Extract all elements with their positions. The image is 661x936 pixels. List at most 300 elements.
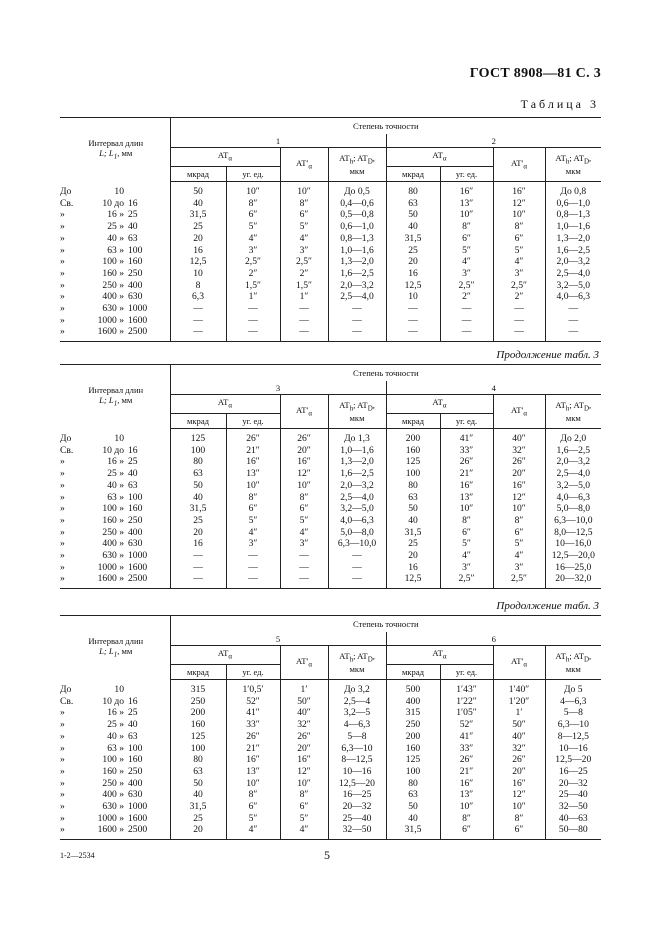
- degree-number-right: 4: [386, 381, 601, 395]
- angle-units-header: уг. ед.: [226, 665, 280, 680]
- table-cell: 500: [386, 680, 440, 696]
- table-cell: 10″: [440, 209, 493, 221]
- table-cell: —: [440, 303, 493, 315]
- table-cell: 4″: [493, 550, 545, 562]
- interval-to: 160: [128, 754, 143, 766]
- continuation-label-2: Продолжение табл. 3: [496, 600, 599, 612]
- table-cell: 16″: [280, 754, 328, 766]
- table-row: [60, 696, 601, 708]
- table-cell: 21″: [226, 445, 280, 457]
- table-cell: 3″: [280, 538, 328, 550]
- interval-cell: [60, 445, 170, 457]
- table-cell: 6″: [440, 527, 493, 539]
- at-alpha-header: $AT_\alpha$: [386, 148, 493, 167]
- mkrad-header: мкрад: [386, 665, 440, 680]
- table-cell: 2″: [280, 268, 328, 280]
- table-cell: 8″: [226, 492, 280, 504]
- at-prime-header: $AT'_\alpha$: [493, 148, 545, 182]
- table-row: [60, 515, 601, 527]
- interval-prefix: »: [60, 491, 65, 503]
- table-cell: —: [226, 315, 280, 327]
- table-cell: 5″: [226, 221, 280, 233]
- table-cell: 16″: [440, 182, 493, 198]
- table-cell: 1″: [226, 291, 280, 303]
- interval-to: 630: [128, 538, 143, 550]
- interval-prefix: »: [60, 314, 65, 326]
- table-cell: 20″: [493, 766, 545, 778]
- table-cell: 25: [386, 538, 440, 550]
- table-cell: 33″: [440, 743, 493, 755]
- table-cell: 8—12,5: [545, 731, 601, 743]
- interval-to: 1000: [128, 303, 148, 315]
- table-cell: —: [440, 326, 493, 341]
- interval-prefix: »: [60, 754, 65, 766]
- interval-cell: [60, 813, 170, 825]
- table-cell: 16″: [493, 480, 545, 492]
- table-row: [60, 429, 601, 445]
- table-cell: —: [328, 315, 386, 327]
- interval-cell: [60, 233, 170, 245]
- table-cell: 13″: [226, 468, 280, 480]
- table-cell: 100: [170, 743, 226, 755]
- table-row: [60, 268, 601, 280]
- table-block-2: [60, 364, 601, 589]
- table-cell: 21″: [226, 743, 280, 755]
- table-cell: 12,5—20: [328, 778, 386, 790]
- table-cell: 4,0—6,3: [545, 492, 601, 504]
- table-cell: 40″: [493, 731, 545, 743]
- table-cell: 4—6,3: [328, 719, 386, 731]
- interval-cell: [60, 480, 170, 492]
- interval-to: 100: [128, 742, 143, 754]
- interval-from: 160 »: [102, 514, 124, 526]
- interval-from: 1600 »: [97, 824, 124, 836]
- interval-prefix: »: [60, 456, 65, 468]
- table-cell: 32″: [493, 445, 545, 457]
- table-cell: 4,0—6,3: [328, 515, 386, 527]
- table-cell: 4″: [440, 256, 493, 268]
- table-cell: 31,5: [170, 801, 226, 813]
- interval-cell: [60, 550, 170, 562]
- table-cell: 12,5: [170, 256, 226, 268]
- table-cell: 2,5—4,0: [545, 468, 601, 480]
- table-row: [60, 468, 601, 480]
- table-title: Таблица 3: [520, 97, 599, 111]
- interval-from: 1600 »: [97, 326, 124, 338]
- table-cell: 80: [170, 754, 226, 766]
- interval-from: 250 »: [102, 777, 124, 789]
- table-cell: До 5: [545, 680, 601, 696]
- interval-prefix: »: [60, 801, 65, 813]
- table-cell: 1,0—1,6: [328, 245, 386, 257]
- table-cell: 26″: [493, 754, 545, 766]
- table-cell: 250: [386, 719, 440, 731]
- table-cell: —: [226, 573, 280, 588]
- interval-prefix: »: [60, 719, 65, 731]
- interval-to: 63: [128, 232, 138, 244]
- precision-degree-header: Степень точности: [170, 118, 601, 135]
- at-hd-header: $AT_h$; $AT_D$, мкм: [328, 646, 386, 680]
- table-cell: 5—8: [545, 707, 601, 719]
- mkrad-header: мкрад: [170, 665, 226, 680]
- interval-prefix: »: [60, 765, 65, 777]
- page-number: 5: [324, 848, 330, 862]
- table-cell: 0,6—1,0: [328, 221, 386, 233]
- table-cell: 2,0—3,2: [328, 280, 386, 292]
- table-cell: 1′: [493, 707, 545, 719]
- table-row: [60, 315, 601, 327]
- table-cell: 1,5″: [226, 280, 280, 292]
- footer-print-code: 1-2—2534: [60, 851, 95, 860]
- table-row: [60, 754, 601, 766]
- table-cell: 10—16: [545, 743, 601, 755]
- interval-cell: [60, 245, 170, 257]
- table-cell: 16″: [493, 778, 545, 790]
- table-cell: 32—50: [545, 801, 601, 813]
- table-cell: 20″: [493, 468, 545, 480]
- interval-header: Интервал длин L; $L_1$, мм: [60, 616, 170, 680]
- table-cell: 1,6—2,5: [545, 445, 601, 457]
- table-cell: 10: [386, 291, 440, 303]
- table-cell: До 1,3: [328, 429, 386, 445]
- table-cell: 2,5″: [440, 280, 493, 292]
- table-cell: 6″: [440, 233, 493, 245]
- table-cell: 20: [386, 256, 440, 268]
- table-cell: 80: [170, 456, 226, 468]
- table-cell: 16″: [226, 456, 280, 468]
- table-cell: 1,3—2,0: [328, 456, 386, 468]
- table-cell: 1′43″: [440, 680, 493, 696]
- angle-units-header: уг. ед.: [440, 167, 493, 182]
- table-cell: 2,0—3,2: [545, 256, 601, 268]
- at-prime-header: $AT'_\alpha$: [280, 395, 328, 429]
- table-cell: 1′20″: [493, 696, 545, 708]
- table-cell: До 3,2: [328, 680, 386, 696]
- table-cell: 20: [170, 233, 226, 245]
- interval-cell: [60, 256, 170, 268]
- table-cell: 6″: [440, 824, 493, 839]
- table-cell: 8″: [493, 813, 545, 825]
- interval-cell: [60, 492, 170, 504]
- table-cell: 5—8: [328, 731, 386, 743]
- interval-cell: [60, 696, 170, 708]
- interval-to: 400: [128, 777, 143, 789]
- table-cell: 20—32,0: [545, 573, 601, 588]
- interval-prefix: »: [60, 777, 65, 789]
- interval-from: 25 »: [107, 468, 124, 480]
- interval-to: 250: [128, 765, 143, 777]
- interval-to: 16: [128, 197, 138, 209]
- table-cell: —: [170, 326, 226, 341]
- table-row: [60, 221, 601, 233]
- interval-cell: [60, 303, 170, 315]
- table-cell: 3″: [226, 245, 280, 257]
- table-row: [60, 573, 601, 588]
- table-cell: 32—50: [328, 824, 386, 839]
- table-row: [60, 731, 601, 743]
- table-cell: 10″: [226, 778, 280, 790]
- interval-from: 16 »: [107, 209, 124, 221]
- table-cell: 12″: [280, 468, 328, 480]
- interval-from: 400 »: [102, 291, 124, 303]
- interval-prefix: Св.: [60, 197, 74, 209]
- interval-from: 630 »: [102, 303, 124, 315]
- table-cell: 0,6—1,0: [545, 198, 601, 210]
- interval-to: 100: [128, 491, 143, 503]
- table-cell: 13″: [440, 198, 493, 210]
- interval-from: 40 »: [107, 232, 124, 244]
- interval-from: 400 »: [102, 538, 124, 550]
- table-row: [60, 280, 601, 292]
- table-cell: —: [493, 315, 545, 327]
- table-cell: 12″: [493, 789, 545, 801]
- table-cell: 8″: [226, 789, 280, 801]
- at-prime-header: $AT'_\alpha$: [493, 395, 545, 429]
- table-cell: 5″: [440, 245, 493, 257]
- interval-from: 250 »: [102, 279, 124, 291]
- table-cell: 0,8—1,3: [545, 209, 601, 221]
- interval-cell: [60, 198, 170, 210]
- table-cell: 25: [170, 515, 226, 527]
- table-cell: 13″: [226, 766, 280, 778]
- table-cell: 40″: [280, 707, 328, 719]
- interval-prefix: »: [60, 279, 65, 291]
- interval-prefix: »: [60, 303, 65, 315]
- interval-from: 250 »: [102, 526, 124, 538]
- table-cell: 160: [170, 719, 226, 731]
- interval-prefix: »: [60, 267, 65, 279]
- interval-prefix: »: [60, 561, 65, 573]
- table-cell: 8″: [440, 515, 493, 527]
- interval-header: Интервал длин L; $L_1$, мм: [60, 118, 170, 182]
- interval-cell: [60, 315, 170, 327]
- table-row: [60, 182, 601, 198]
- interval-cell: [60, 468, 170, 480]
- table-cell: —: [170, 562, 226, 574]
- table-cell: 4—6,3: [545, 696, 601, 708]
- table-cell: 4,0—6,3: [545, 291, 601, 303]
- table-cell: 8″: [280, 492, 328, 504]
- table-cell: 26″: [440, 456, 493, 468]
- table-cell: 21″: [440, 766, 493, 778]
- angle-units-header: уг. ед.: [226, 167, 280, 182]
- interval-prefix: »: [60, 824, 65, 836]
- interval-cell: [60, 182, 170, 198]
- tolerance-table: [60, 615, 601, 840]
- table-cell: 50: [386, 209, 440, 221]
- interval-to: 63: [128, 730, 138, 742]
- table-cell: —: [226, 326, 280, 341]
- interval-from: 100 »: [102, 503, 124, 515]
- table-row: [60, 326, 601, 341]
- table-row: [60, 291, 601, 303]
- table-cell: 50″: [493, 719, 545, 731]
- table-block-3: [60, 615, 601, 840]
- table-cell: 200: [386, 731, 440, 743]
- table-cell: 26″: [280, 429, 328, 445]
- tolerance-table: [60, 117, 601, 342]
- table-cell: 1′22″: [440, 696, 493, 708]
- interval-from: 25 »: [107, 719, 124, 731]
- table-cell: 16: [170, 538, 226, 550]
- table-cell: 31,5: [386, 233, 440, 245]
- table-row: [60, 245, 601, 257]
- table-cell: 80: [386, 182, 440, 198]
- interval-prefix: »: [60, 573, 65, 585]
- table-cell: 160: [386, 445, 440, 457]
- table-cell: —: [328, 562, 386, 574]
- interval-prefix: »: [60, 244, 65, 256]
- interval-cell: [60, 680, 170, 696]
- table-cell: 2″: [493, 291, 545, 303]
- table-cell: 26″: [440, 754, 493, 766]
- interval-cell: [60, 221, 170, 233]
- table-cell: 5″: [226, 813, 280, 825]
- interval-cell: [60, 789, 170, 801]
- interval-prefix: »: [60, 538, 65, 550]
- table-cell: 3″: [226, 538, 280, 550]
- table-cell: —: [280, 303, 328, 315]
- table-cell: 26″: [226, 731, 280, 743]
- table-cell: 10″: [493, 209, 545, 221]
- table-cell: 50—80: [545, 824, 601, 839]
- interval-to: 2500: [128, 573, 148, 585]
- table-cell: 20: [170, 527, 226, 539]
- interval-cell: [60, 503, 170, 515]
- table-cell: До 2,0: [545, 429, 601, 445]
- table-cell: 2,5—4: [328, 696, 386, 708]
- table-cell: 6,3—10,0: [328, 538, 386, 550]
- table-cell: 12,5: [386, 280, 440, 292]
- table-cell: 26″: [493, 456, 545, 468]
- table-row: [60, 456, 601, 468]
- interval-prefix: »: [60, 503, 65, 515]
- tolerance-table: [60, 364, 601, 589]
- interval-prefix: »: [60, 812, 65, 824]
- interval-to: 40: [128, 719, 138, 731]
- table-cell: 4″: [280, 527, 328, 539]
- table-cell: 100: [386, 766, 440, 778]
- table-row: [60, 256, 601, 268]
- table-cell: 10″: [280, 480, 328, 492]
- degree-number-right: 6: [386, 632, 601, 646]
- interval-to: 1000: [128, 801, 148, 813]
- table-cell: 10″: [440, 503, 493, 515]
- table-cell: 125: [170, 731, 226, 743]
- mkrad-header: мкрад: [170, 414, 226, 429]
- interval-to: 63: [128, 479, 138, 491]
- table-cell: 8″: [280, 789, 328, 801]
- table-cell: 3″: [280, 245, 328, 257]
- interval-from: 10: [114, 185, 124, 197]
- interval-prefix: Св.: [60, 695, 74, 707]
- table-cell: —: [440, 315, 493, 327]
- table-cell: 25—40: [545, 789, 601, 801]
- table-cell: 5″: [226, 515, 280, 527]
- interval-to: 400: [128, 279, 143, 291]
- table-cell: 50: [386, 801, 440, 813]
- table-cell: 10—16: [328, 766, 386, 778]
- table-cell: 80: [386, 480, 440, 492]
- interval-prefix: »: [60, 291, 65, 303]
- table-cell: 2,5″: [226, 256, 280, 268]
- degree-number-left: 3: [170, 381, 386, 395]
- interval-to: 250: [128, 267, 143, 279]
- interval-from: 10: [114, 683, 124, 695]
- table-row: [60, 198, 601, 210]
- table-cell: 1′: [280, 680, 328, 696]
- table-cell: 8″: [493, 221, 545, 233]
- interval-prefix: До: [60, 432, 72, 444]
- table-cell: 6,3—10: [545, 719, 601, 731]
- table-cell: —: [386, 303, 440, 315]
- table-row: [60, 562, 601, 574]
- table-cell: 12″: [493, 492, 545, 504]
- table-cell: 5,0—8,0: [328, 527, 386, 539]
- at-alpha-header: $AT_\alpha$: [170, 148, 280, 167]
- table-cell: 16″: [280, 456, 328, 468]
- table-row: [60, 233, 601, 245]
- table-cell: 1″: [280, 291, 328, 303]
- table-cell: 8″: [226, 198, 280, 210]
- table-cell: 6″: [280, 503, 328, 515]
- interval-cell: [60, 562, 170, 574]
- table-cell: 2,0—3,2: [328, 480, 386, 492]
- interval-from: 40 »: [107, 730, 124, 742]
- interval-cell: [60, 456, 170, 468]
- interval-cell: [60, 719, 170, 731]
- interval-prefix: »: [60, 221, 65, 233]
- table-cell: 10″: [440, 801, 493, 813]
- table-cell: 16″: [440, 778, 493, 790]
- table-cell: 200: [386, 429, 440, 445]
- interval-prefix: »: [60, 326, 65, 338]
- table-cell: 250: [170, 696, 226, 708]
- table-cell: 10: [170, 268, 226, 280]
- interval-from: 160 »: [102, 267, 124, 279]
- table-cell: 1,3—2,0: [328, 256, 386, 268]
- table-cell: 4″: [440, 550, 493, 562]
- table-row: [60, 209, 601, 221]
- interval-prefix: До: [60, 185, 72, 197]
- interval-from: 400 »: [102, 789, 124, 801]
- table-cell: 1,6—2,5: [545, 245, 601, 257]
- table-cell: 3″: [440, 562, 493, 574]
- interval-from: 10: [114, 432, 124, 444]
- interval-cell: [60, 743, 170, 755]
- table-row: [60, 766, 601, 778]
- table-cell: 5″: [280, 813, 328, 825]
- table-cell: 32″: [280, 719, 328, 731]
- table-cell: 3,2—5,0: [545, 480, 601, 492]
- table-cell: 2,5″: [440, 573, 493, 588]
- at-alpha-header: $AT_\alpha$: [170, 646, 280, 665]
- table-cell: 31,5: [170, 503, 226, 515]
- table-cell: 0,8—1,3: [328, 233, 386, 245]
- angle-units-header: уг. ед.: [440, 665, 493, 680]
- table-row: [60, 480, 601, 492]
- interval-from: 160 »: [102, 765, 124, 777]
- angle-units-header: уг. ед.: [226, 414, 280, 429]
- interval-cell: [60, 731, 170, 743]
- interval-prefix: »: [60, 209, 65, 221]
- table-cell: 125: [386, 456, 440, 468]
- table-cell: 3,2—5,0: [545, 280, 601, 292]
- table-cell: 1,6—2,5: [328, 468, 386, 480]
- table-cell: 4″: [280, 233, 328, 245]
- interval-from: 63 »: [107, 742, 124, 754]
- interval-prefix: »: [60, 707, 65, 719]
